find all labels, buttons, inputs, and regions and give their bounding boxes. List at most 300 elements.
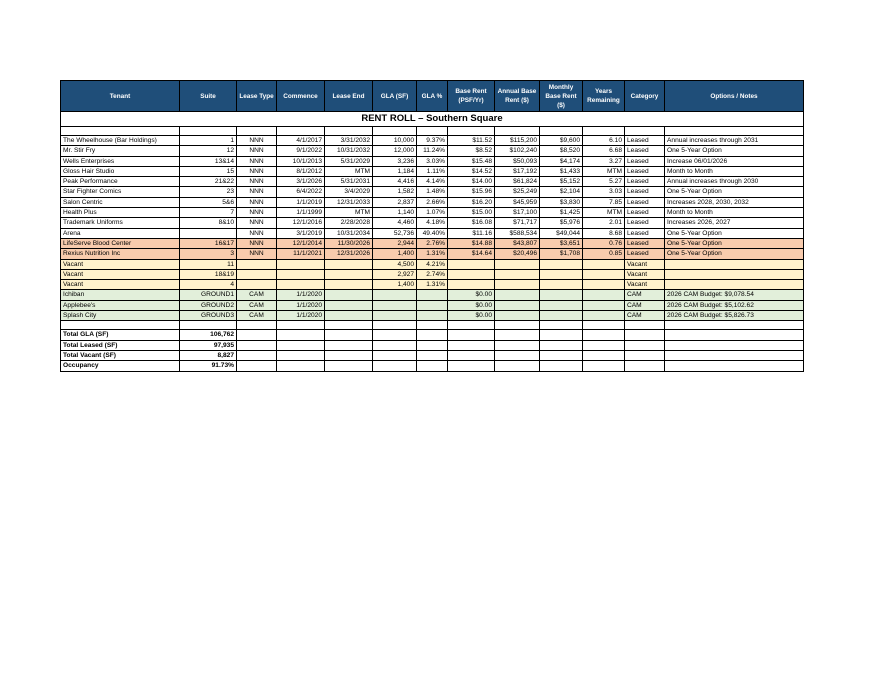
cell-gla[interactable]: 1,184	[373, 166, 417, 176]
cell-suite[interactable]: GROUND3	[180, 311, 237, 321]
cell-years-remaining[interactable]: 3.27	[583, 156, 625, 166]
cell-category[interactable]: Leased	[625, 187, 665, 197]
cell-years-remaining[interactable]: MTM	[583, 208, 625, 218]
table-row[interactable]	[61, 280, 804, 290]
cell-lease-end[interactable]	[325, 280, 373, 290]
cell-gla[interactable]: 1,140	[373, 208, 417, 218]
empty-cell	[495, 340, 540, 350]
cell-annual-rent[interactable]	[495, 311, 540, 321]
cell-lease-end[interactable]: 12/31/2033	[325, 197, 373, 207]
cell-gla[interactable]: 3,236	[373, 156, 417, 166]
cell-lease-type[interactable]	[237, 259, 277, 269]
cell-notes[interactable]: One 5-Year Option	[665, 238, 804, 248]
cell-gla-pct[interactable]: 2.74%	[417, 269, 448, 279]
cell-annual-rent[interactable]	[495, 259, 540, 269]
empty-cell	[448, 321, 495, 330]
cell-lease-type[interactable]: NNN	[237, 218, 277, 228]
cell-base-rent[interactable]: $0.00	[448, 290, 495, 300]
empty-cell	[61, 321, 180, 330]
cell-lease-end[interactable]: 5/31/2029	[325, 156, 373, 166]
empty-cell	[665, 321, 804, 330]
cell-gla[interactable]: 2,927	[373, 269, 417, 279]
cell-monthly-rent[interactable]: $8,520	[540, 146, 583, 156]
table-row[interactable]	[61, 228, 804, 238]
cell-years-remaining[interactable]: MTM	[583, 166, 625, 176]
cell-gla[interactable]	[373, 311, 417, 321]
header-gla-pct[interactable]: GLA %	[417, 81, 448, 112]
cell-years-remaining[interactable]: 6.68	[583, 146, 625, 156]
cell-annual-rent[interactable]: $17,100	[495, 208, 540, 218]
cell-category[interactable]: Vacant	[625, 259, 665, 269]
cell-suite[interactable]: 11	[180, 259, 237, 269]
cell-tenant[interactable]: Vacant	[61, 280, 180, 290]
cell-notes[interactable]	[665, 269, 804, 279]
cell-lease-end[interactable]: 2/28/2028	[325, 218, 373, 228]
cell-gla-pct[interactable]: 3.03%	[417, 156, 448, 166]
header-category[interactable]: Category	[625, 81, 665, 112]
empty-cell	[540, 350, 583, 360]
cell-monthly-rent[interactable]: $3,651	[540, 238, 583, 248]
empty-cell	[625, 350, 665, 360]
cell-base-rent[interactable]: $0.00	[448, 311, 495, 321]
cell-category[interactable]: Vacant	[625, 280, 665, 290]
cell-years-remaining[interactable]	[583, 290, 625, 300]
cell-lease-type[interactable]: NNN	[237, 166, 277, 176]
sheet-title: RENT ROLL – Southern Square	[61, 112, 804, 127]
cell-gla[interactable]	[373, 300, 417, 310]
cell-lease-end[interactable]: 3/31/2032	[325, 136, 373, 146]
cell-commence[interactable]	[277, 259, 325, 269]
table-row[interactable]	[61, 177, 804, 187]
empty-cell	[625, 340, 665, 350]
cell-base-rent[interactable]: $8.52	[448, 146, 495, 156]
cell-years-remaining[interactable]: 5.27	[583, 177, 625, 187]
cell-years-remaining[interactable]: 0.85	[583, 249, 625, 259]
header-gla[interactable]: GLA (SF)	[373, 81, 417, 112]
cell-lease-type[interactable]: NNN	[237, 177, 277, 187]
summary-row	[61, 340, 804, 350]
cell-monthly-rent[interactable]	[540, 300, 583, 310]
cell-tenant[interactable]: LifeServe Blood Center	[61, 238, 180, 248]
cell-lease-type[interactable]: NNN	[237, 208, 277, 218]
cell-lease-type[interactable]: NNN	[237, 156, 277, 166]
cell-gla-pct[interactable]: 2.76%	[417, 238, 448, 248]
header-lease-end[interactable]: Lease End	[325, 81, 373, 112]
cell-gla[interactable]: 2,837	[373, 197, 417, 207]
cell-notes[interactable]	[665, 259, 804, 269]
cell-commence[interactable]: 1/1/2020	[277, 290, 325, 300]
cell-years-remaining[interactable]: 0.76	[583, 238, 625, 248]
cell-annual-rent[interactable]	[495, 300, 540, 310]
cell-years-remaining[interactable]	[583, 311, 625, 321]
table-row[interactable]	[61, 238, 804, 248]
cell-years-remaining[interactable]: 7.85	[583, 197, 625, 207]
summary-value[interactable]: 8,827	[180, 350, 237, 360]
cell-lease-end[interactable]	[325, 269, 373, 279]
empty-cell	[237, 330, 277, 340]
cell-lease-end[interactable]: 10/31/2032	[325, 146, 373, 156]
cell-notes[interactable]: Month to Month	[665, 166, 804, 176]
cell-tenant[interactable]: Vacant	[61, 269, 180, 279]
cell-suite[interactable]: 4	[180, 280, 237, 290]
cell-years-remaining[interactable]	[583, 269, 625, 279]
cell-suite[interactable]	[180, 228, 237, 238]
cell-gla-pct[interactable]	[417, 300, 448, 310]
summary-label: Occupancy	[61, 361, 180, 371]
cell-gla-pct[interactable]	[417, 311, 448, 321]
cell-base-rent[interactable]: $11.52	[448, 136, 495, 146]
cell-suite[interactable]: 18&19	[180, 269, 237, 279]
cell-commence[interactable]: 11/1/2021	[277, 249, 325, 259]
cell-notes[interactable]: One 5-Year Option	[665, 249, 804, 259]
cell-gla[interactable]: 1,582	[373, 187, 417, 197]
table-row[interactable]	[61, 146, 804, 156]
cell-notes[interactable]: One 5-Year Option	[665, 187, 804, 197]
cell-lease-type[interactable]: NNN	[237, 146, 277, 156]
cell-base-rent[interactable]: $15.48	[448, 156, 495, 166]
cell-suite[interactable]: 21&22	[180, 177, 237, 187]
empty-cell	[495, 350, 540, 360]
empty-cell	[448, 350, 495, 360]
cell-notes[interactable]: Month to Month	[665, 208, 804, 218]
cell-suite[interactable]: 5&6	[180, 197, 237, 207]
cell-annual-rent[interactable]: $17,192	[495, 166, 540, 176]
cell-monthly-rent[interactable]: $4,174	[540, 156, 583, 166]
cell-monthly-rent[interactable]	[540, 269, 583, 279]
header-options-notes[interactable]: Options / Notes	[665, 81, 804, 112]
cell-commence[interactable]: 1/1/2020	[277, 300, 325, 310]
cell-gla[interactable]: 52,736	[373, 228, 417, 238]
cell-base-rent[interactable]: $0.00	[448, 300, 495, 310]
cell-base-rent[interactable]	[448, 259, 495, 269]
cell-category[interactable]: Leased	[625, 228, 665, 238]
cell-tenant[interactable]: Vacant	[61, 259, 180, 269]
cell-lease-type[interactable]	[237, 269, 277, 279]
cell-gla-pct[interactable]: 1.07%	[417, 208, 448, 218]
cell-monthly-rent[interactable]: $1,425	[540, 208, 583, 218]
table-row[interactable]	[61, 187, 804, 197]
cell-commence[interactable]: 9/1/2022	[277, 146, 325, 156]
empty-cell	[583, 340, 625, 350]
cell-gla[interactable]: 1,400	[373, 280, 417, 290]
summary-label: Total GLA (SF)	[61, 330, 180, 340]
cell-lease-end[interactable]: MTM	[325, 208, 373, 218]
table-row[interactable]	[61, 136, 804, 146]
cell-tenant[interactable]: Gloss Hair Studio	[61, 166, 180, 176]
cell-years-remaining[interactable]	[583, 280, 625, 290]
cell-tenant[interactable]: Salon Centric	[61, 197, 180, 207]
cell-suite[interactable]: 13&14	[180, 156, 237, 166]
empty-cell	[277, 330, 325, 340]
cell-base-rent[interactable]	[448, 280, 495, 290]
cell-base-rent[interactable]: $16.08	[448, 218, 495, 228]
empty-cell	[495, 361, 540, 371]
cell-category[interactable]: Leased	[625, 197, 665, 207]
header-years-remaining[interactable]: Years Remaining	[583, 81, 625, 112]
cell-base-rent[interactable]: $15.00	[448, 208, 495, 218]
cell-gla[interactable]: 10,000	[373, 136, 417, 146]
cell-monthly-rent[interactable]: $1,433	[540, 166, 583, 176]
cell-annual-rent[interactable]: $45,959	[495, 197, 540, 207]
cell-tenant[interactable]: Applebee's	[61, 300, 180, 310]
table-row[interactable]	[61, 249, 804, 259]
cell-gla-pct[interactable]: 2.66%	[417, 197, 448, 207]
cell-gla[interactable]: 1,400	[373, 249, 417, 259]
cell-category[interactable]: Leased	[625, 208, 665, 218]
cell-monthly-rent[interactable]: $49,044	[540, 228, 583, 238]
cell-monthly-rent[interactable]	[540, 290, 583, 300]
cell-monthly-rent[interactable]: $1,708	[540, 249, 583, 259]
cell-lease-end[interactable]	[325, 259, 373, 269]
summary-value[interactable]: 97,935	[180, 340, 237, 350]
cell-category[interactable]: Leased	[625, 249, 665, 259]
blank-row	[61, 321, 804, 330]
cell-suite[interactable]: GROUND2	[180, 300, 237, 310]
cell-annual-rent[interactable]: $115,200	[495, 136, 540, 146]
cell-tenant[interactable]: Peak Performance	[61, 177, 180, 187]
header-lease-type[interactable]: Lease Type	[237, 81, 277, 112]
header-suite[interactable]: Suite	[180, 81, 237, 112]
cell-annual-rent[interactable]: $20,496	[495, 249, 540, 259]
cell-gla[interactable]: 4,416	[373, 177, 417, 187]
table-row[interactable]	[61, 197, 804, 207]
cell-notes[interactable]: 2026 CAM Budget: $5,102.62	[665, 300, 804, 310]
cell-commence[interactable]: 1/1/2019	[277, 197, 325, 207]
empty-cell	[325, 330, 373, 340]
cell-commence[interactable]: 1/1/1999	[277, 208, 325, 218]
cell-lease-type[interactable]: NNN	[237, 187, 277, 197]
table-row[interactable]	[61, 218, 804, 228]
cell-commence[interactable]: 6/4/2022	[277, 187, 325, 197]
cell-annual-rent[interactable]	[495, 280, 540, 290]
cell-category[interactable]: CAM	[625, 290, 665, 300]
cell-notes[interactable]: 2026 CAM Budget: $5,826.73	[665, 311, 804, 321]
cell-tenant[interactable]: Health Plus	[61, 208, 180, 218]
cell-lease-end[interactable]: 11/30/2026	[325, 238, 373, 248]
cell-base-rent[interactable]: $14.00	[448, 177, 495, 187]
cell-gla-pct[interactable]: 9.37%	[417, 136, 448, 146]
cell-tenant[interactable]: Star Fighter Comics	[61, 187, 180, 197]
cell-notes[interactable]: One 5-Year Option	[665, 146, 804, 156]
empty-cell	[373, 340, 417, 350]
cell-lease-end[interactable]: 3/4/2029	[325, 187, 373, 197]
cell-category[interactable]: Leased	[625, 177, 665, 187]
cell-tenant[interactable]: Arena	[61, 228, 180, 238]
cell-suite[interactable]: 15	[180, 166, 237, 176]
cell-years-remaining[interactable]	[583, 259, 625, 269]
cell-annual-rent[interactable]: $50,093	[495, 156, 540, 166]
cell-monthly-rent[interactable]	[540, 259, 583, 269]
cell-gla-pct[interactable]	[417, 290, 448, 300]
cell-annual-rent[interactable]: $102,240	[495, 146, 540, 156]
cell-lease-type[interactable]: CAM	[237, 311, 277, 321]
cell-base-rent[interactable]: $11.16	[448, 228, 495, 238]
cell-notes[interactable]: One 5-Year Option	[665, 228, 804, 238]
table-row[interactable]	[61, 166, 804, 176]
table-row[interactable]	[61, 156, 804, 166]
cell-annual-rent[interactable]: $71,717	[495, 218, 540, 228]
cell-gla-pct[interactable]: 4.14%	[417, 177, 448, 187]
cell-lease-end[interactable]: 5/31/2031	[325, 177, 373, 187]
cell-suite[interactable]: 7	[180, 208, 237, 218]
table-row[interactable]	[61, 259, 804, 269]
cell-lease-type[interactable]: NNN	[237, 136, 277, 146]
empty-cell	[665, 340, 804, 350]
cell-lease-type[interactable]: NNN	[237, 249, 277, 259]
table-row[interactable]	[61, 311, 804, 321]
cell-monthly-rent[interactable]: $5,976	[540, 218, 583, 228]
cell-suite[interactable]: 1	[180, 136, 237, 146]
cell-notes[interactable]: Annual increases through 2031	[665, 136, 804, 146]
cell-category[interactable]: Leased	[625, 218, 665, 228]
cell-notes[interactable]	[665, 280, 804, 290]
cell-commence[interactable]: 12/1/2016	[277, 218, 325, 228]
cell-commence[interactable]: 10/1/2013	[277, 156, 325, 166]
header-annual-rent[interactable]: Annual Base Rent ($)	[495, 81, 540, 112]
cell-suite[interactable]: 8&10	[180, 218, 237, 228]
cell-annual-rent[interactable]	[495, 290, 540, 300]
cell-category[interactable]: CAM	[625, 311, 665, 321]
cell-category[interactable]: CAM	[625, 300, 665, 310]
cell-commence[interactable]	[277, 269, 325, 279]
cell-annual-rent[interactable]	[495, 269, 540, 279]
cell-commence[interactable]: 12/1/2014	[277, 238, 325, 248]
header-monthly-rent[interactable]: Monthly Base Rent ($)	[540, 81, 583, 112]
cell-tenant[interactable]: Ichiban	[61, 290, 180, 300]
cell-gla-pct[interactable]: 4.21%	[417, 259, 448, 269]
cell-commence[interactable]: 8/1/2012	[277, 166, 325, 176]
cell-base-rent[interactable]: $14.88	[448, 238, 495, 248]
cell-annual-rent[interactable]: $588,534	[495, 228, 540, 238]
cell-years-remaining[interactable]: 6.10	[583, 136, 625, 146]
cell-commence[interactable]: 3/1/2019	[277, 228, 325, 238]
table-row[interactable]	[61, 208, 804, 218]
cell-commence[interactable]	[277, 280, 325, 290]
summary-value[interactable]: 91.73%	[180, 361, 237, 371]
header-commence[interactable]: Commence	[277, 81, 325, 112]
cell-commence[interactable]: 3/1/2026	[277, 177, 325, 187]
cell-monthly-rent[interactable]	[540, 311, 583, 321]
cell-suite[interactable]: 16&17	[180, 238, 237, 248]
cell-annual-rent[interactable]: $61,824	[495, 177, 540, 187]
cell-commence[interactable]: 4/1/2017	[277, 136, 325, 146]
cell-lease-end[interactable]: 12/31/2026	[325, 249, 373, 259]
cell-years-remaining[interactable]: 2.01	[583, 218, 625, 228]
empty-cell	[625, 330, 665, 340]
tenant-rows	[61, 136, 804, 321]
cell-tenant[interactable]: Mr. Stir Fry	[61, 146, 180, 156]
cell-lease-type[interactable]: CAM	[237, 290, 277, 300]
cell-category[interactable]: Leased	[625, 238, 665, 248]
cell-notes[interactable]: Increase 06/01/2026	[665, 156, 804, 166]
cell-base-rent[interactable]: $16.20	[448, 197, 495, 207]
cell-suite[interactable]: GROUND1	[180, 290, 237, 300]
empty-cell	[373, 330, 417, 340]
empty-cell	[325, 321, 373, 330]
cell-base-rent[interactable]: $15.96	[448, 187, 495, 197]
empty-cell	[237, 321, 277, 330]
cell-monthly-rent[interactable]: $2,104	[540, 187, 583, 197]
cell-lease-type[interactable]: NNN	[237, 238, 277, 248]
cell-gla-pct[interactable]: 11.24%	[417, 146, 448, 156]
cell-gla[interactable]: 12,000	[373, 146, 417, 156]
cell-base-rent[interactable]: $14.64	[448, 249, 495, 259]
cell-lease-type[interactable]	[237, 280, 277, 290]
summary-value[interactable]: 106,762	[180, 330, 237, 340]
cell-notes[interactable]: Increases 2026, 2027	[665, 218, 804, 228]
cell-years-remaining[interactable]: 8.68	[583, 228, 625, 238]
cell-annual-rent[interactable]: $25,249	[495, 187, 540, 197]
cell-years-remaining[interactable]	[583, 300, 625, 310]
empty-cell	[417, 330, 448, 340]
cell-annual-rent[interactable]: $43,807	[495, 238, 540, 248]
cell-gla-pct[interactable]: 1.31%	[417, 280, 448, 290]
cell-gla-pct[interactable]: 1.31%	[417, 249, 448, 259]
header-tenant[interactable]: Tenant	[61, 81, 180, 112]
cell-gla[interactable]: 4,500	[373, 259, 417, 269]
cell-category[interactable]: Leased	[625, 146, 665, 156]
cell-category[interactable]: Leased	[625, 156, 665, 166]
cell-category[interactable]: Leased	[625, 136, 665, 146]
cell-suite[interactable]: 12	[180, 146, 237, 156]
cell-gla-pct[interactable]: 1.48%	[417, 187, 448, 197]
cell-gla-pct[interactable]: 4.18%	[417, 218, 448, 228]
cell-category[interactable]: Leased	[625, 166, 665, 176]
cell-tenant[interactable]: Wells Enterprises	[61, 156, 180, 166]
cell-gla-pct[interactable]: 49.40%	[417, 228, 448, 238]
cell-lease-end[interactable]	[325, 300, 373, 310]
cell-lease-end[interactable]	[325, 290, 373, 300]
cell-gla[interactable]	[373, 290, 417, 300]
table-row[interactable]	[61, 300, 804, 310]
cell-commence[interactable]: 1/1/2020	[277, 311, 325, 321]
cell-monthly-rent[interactable]	[540, 280, 583, 290]
cell-monthly-rent[interactable]: $3,830	[540, 197, 583, 207]
cell-notes[interactable]: 2026 CAM Budget: $9,078.54	[665, 290, 804, 300]
empty-cell	[448, 340, 495, 350]
cell-lease-type[interactable]: CAM	[237, 300, 277, 310]
cell-notes[interactable]: Increases 2028, 2030, 2032	[665, 197, 804, 207]
table-row[interactable]	[61, 290, 804, 300]
empty-cell	[540, 340, 583, 350]
cell-notes[interactable]: Annual increases through 2030	[665, 177, 804, 187]
cell-tenant[interactable]: Trademark Uniforms	[61, 218, 180, 228]
cell-lease-end[interactable]	[325, 311, 373, 321]
cell-gla[interactable]: 2,944	[373, 238, 417, 248]
cell-base-rent[interactable]: $14.52	[448, 166, 495, 176]
table-row[interactable]	[61, 269, 804, 279]
cell-gla[interactable]: 4,460	[373, 218, 417, 228]
cell-suite[interactable]: 3	[180, 249, 237, 259]
header-base-rent[interactable]: Base Rent (PSF/Yr)	[448, 81, 495, 112]
cell-lease-type[interactable]: NNN	[237, 197, 277, 207]
cell-category[interactable]: Vacant	[625, 269, 665, 279]
cell-base-rent[interactable]	[448, 269, 495, 279]
empty-cell	[625, 321, 665, 330]
cell-gla-pct[interactable]: 1.11%	[417, 166, 448, 176]
cell-lease-type[interactable]: NNN	[237, 228, 277, 238]
cell-years-remaining[interactable]: 3.03	[583, 187, 625, 197]
cell-tenant[interactable]: The Wheelhouse (Bar Holdings)	[61, 136, 180, 146]
cell-suite[interactable]: 23	[180, 187, 237, 197]
cell-monthly-rent[interactable]: $5,152	[540, 177, 583, 187]
empty-cell	[237, 350, 277, 360]
cell-monthly-rent[interactable]: $9,600	[540, 136, 583, 146]
cell-lease-end[interactable]: MTM	[325, 166, 373, 176]
cell-tenant[interactable]: Splash City	[61, 311, 180, 321]
cell-tenant[interactable]: Rexius Nutrition Inc	[61, 249, 180, 259]
cell-lease-end[interactable]: 10/31/2034	[325, 228, 373, 238]
